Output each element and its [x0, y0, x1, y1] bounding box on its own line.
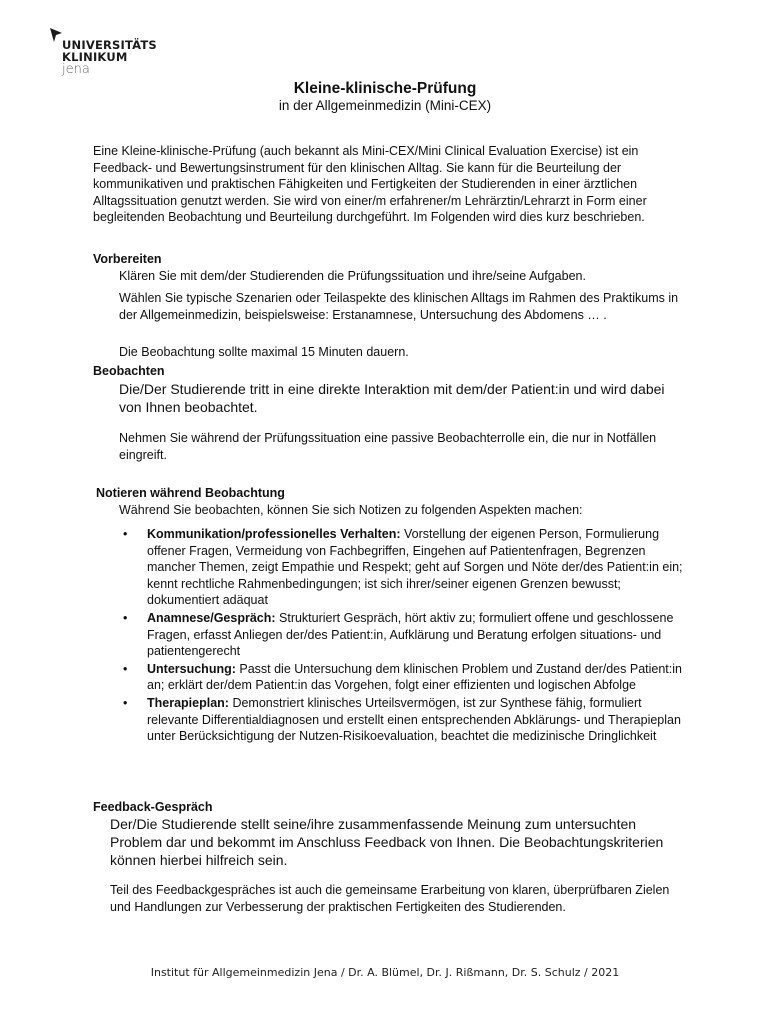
- heading-beobachten: Beobachten: [93, 364, 165, 378]
- list-item: [119, 526, 684, 609]
- document-title: Kleine-klinische-Prüfung: [293, 80, 477, 97]
- heading-feedback: Feedback-Gespräch: [93, 800, 213, 814]
- logo-line-3: jena: [62, 62, 90, 77]
- logo-line-2: KLINIKUM: [62, 50, 128, 64]
- list-item-text: Strukturiert Gespräch, hört aktiv zu; formuliert offene und geschlossene Fragen, erfasst Anliegen der/des Patient:in, Aufklärung und Beratung erfolgen situations- und patientengerecht: [147, 610, 674, 659]
- list-item-text: Demonstriert klinisches Urteilsvermögen, ist zur Synthese fähig, formuliert relevante Differentialdiagnosen und erstellt einen entsprechenden Abklärungs- und Therapieplan unter Berücksichtigung der Nutzen-Risikoevaluation, beachtet die medizinische Dringlichkeit: [147, 695, 681, 744]
- list-item: [119, 610, 684, 660]
- vorbereiten-paragraph-3: Die Beobachtung sollte maximal 15 Minuten dauern.: [119, 345, 409, 359]
- beobachten-paragraph-2: Nehmen Sie während der Prüfungssituation eine passive Beobachterrolle ein, die nur in Notfällen eingreift.: [119, 431, 657, 462]
- list-item-label: Untersuchung:: [147, 661, 236, 676]
- notieren-intro: Während Sie beobachten, können Sie sich Notizen zu folgenden Aspekten machen:: [119, 503, 583, 517]
- feedback-paragraph-2: Teil des Feedbackgespräches ist auch die gemeinsame Erarbeitung von klaren, überprüfbaren Zielen und Handlungen zur Verbesserung der praktischen Fertigkeiten des Studierenden.: [110, 883, 670, 914]
- intro-paragraph: Eine Kleine-klinische-Prüfung (auch bekannt als Mini-CEX/Mini Clinical Evaluation Exercise) ist ein Feedback- und Bewertungsinstrument für den klinischen Alltag. Sie kann für die Beurteilung der kommunikativen und praktischen Fähigkeiten und Fertigkeiten der Studierenden in einer ärztlichen Alltagssituation genutzt werden. Sie wird von einer/m erfahrener/m Lehrärztin/Lehrarzt in Form einer begleitenden Beobachtung und Beurteilung durchgeführt. Im Folgenden wird dies kurz beschrieben.: [93, 144, 647, 225]
- list-item-label: Therapieplan:: [147, 695, 229, 710]
- vorbereiten-paragraph-1: Klären Sie mit dem/der Studierenden die Prüfungssituation und ihre/seine Aufgaben.: [119, 269, 586, 283]
- document-subtitle: in der Allgemeinmedizin (Mini-CEX): [278, 98, 492, 113]
- page-footer: Institut für Allgemeinmedizin Jena / Dr. A. Blümel, Dr. J. Rißmann, Dr. S. Schulz / 2021: [150, 966, 620, 979]
- criteria-list: [119, 526, 684, 746]
- feedback-paragraph-1: Der/Die Studierende stellt seine/ihre zusammenfassende Meinung zum untersuchten Problem dar und bekommt im Anschluss Feedback von Ihnen. Die Beobachtungskriterien können hierbei hilfreich sein.: [110, 816, 664, 868]
- bullet: •: [123, 661, 128, 676]
- list-item-label: Anamnese/Gespräch:: [147, 610, 276, 625]
- logo-line-1: UNIVERSITÄTS: [62, 38, 157, 52]
- list-item-label: Kommunikation/professionelles Verhalten:: [147, 527, 401, 541]
- list-item: [119, 661, 684, 694]
- heading-notieren: Notieren während Beobachtung: [96, 486, 285, 500]
- bullet: •: [123, 527, 128, 541]
- list-item-text: Vorstellung der eigenen Person, Formulierung offener Fragen, Vermeidung von Fachbegriffen, Eingehen auf Patientenfragen, Begrenzen mancher Themen, zeigt Empathie und Respekt; geht auf Sorgen und Nöte der/des Patient:in ein; kennt rechtliche Rahmenbedingungen; ist sich ihrer/seiner eigenen Grenzen bewusst; dokumentiert adäquat: [147, 527, 683, 608]
- list-item-text: Passt die Untersuchung dem klinischen Problem und Zustand der/des Patient:in an; erklärt der/dem Patient:in das Vorgehen, folgt einer effizienten und logischen Abfolge: [147, 661, 682, 693]
- vorbereiten-paragraph-2: Wählen Sie typische Szenarien oder Teilaspekte des klinischen Alltags im Rahmen des Praktikums in der Allgemeinmedizin, beispielsweise: Erstanamnese, Untersuchung des Abdomens … .: [119, 291, 679, 322]
- list-item: [119, 695, 684, 745]
- bullet: •: [123, 695, 128, 710]
- bullet: •: [123, 610, 128, 625]
- beobachten-paragraph-1: Die/Der Studierende tritt in eine direkte Interaktion mit dem/der Patient:in und wird dabei von Ihnen beobachtet.: [119, 381, 665, 415]
- heading-vorbereiten: Vorbereiten: [93, 252, 162, 266]
